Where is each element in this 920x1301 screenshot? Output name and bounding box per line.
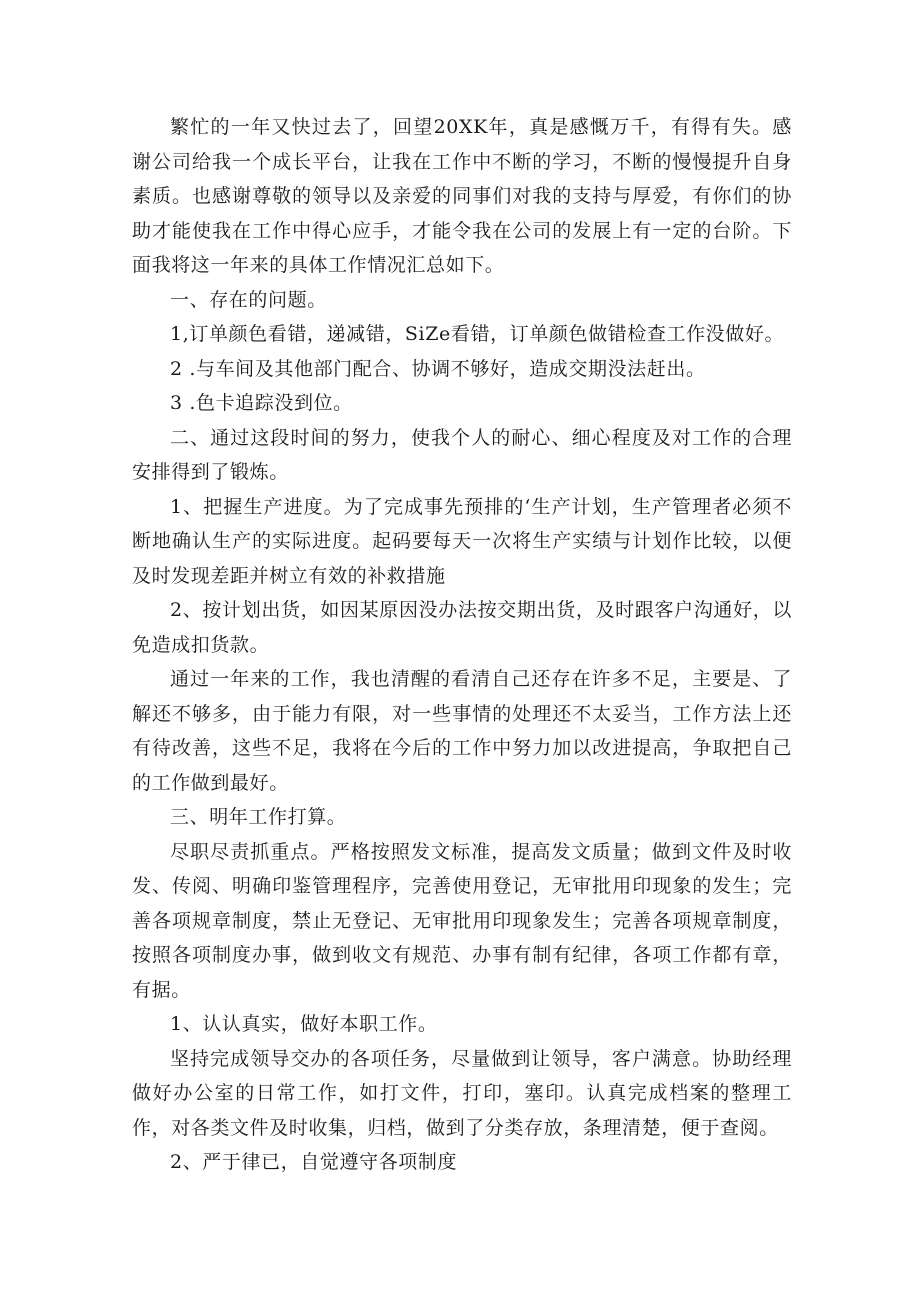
section-heading-plan: 三、明年工作打算。 (170, 806, 347, 828)
list-item: 2 .与车间及其他部门配合、协调不够好，造成交期没法赶出。 (170, 357, 706, 380)
list-item: 1,订单颜色看错，递减错，SiZe看错，订单颜色做错检查工作没做好。 (170, 323, 785, 345)
section-heading-problems: 一、存在的问题。 (170, 288, 327, 311)
intro-paragraph: 繁忙的一年又快过去了，回望20XK年，真是感慨万千，有得有失。感谢公司给我一个成长平台，让我在工作中不断的学习，不断的慢慢提升自身素质。也感谢尊敬的领导以及亲爱的同事们对我的支持与厚爱，有你们的协助才能使我在工作中得心应手，才能令我在公司的发展上有一定的台阶。下面我将这一年来的具体工作情况汇总如下。 (132, 116, 792, 276)
plan-paragraph: 尽职尽责抓重点。严格按照发文标准，提高发文质量；做到文件及时收发、传阅、明确印鉴管理程序，完善使用登记，无审批用印现象的发生；完善各项规章制度，禁止无登记、无审批用印现象发生；完善各项规章制度，按照各项制度办事，做到收文有规范、办事有制有纪律，各项工作都有章，有据。 (132, 840, 792, 1001)
list-item: 2、按计划出货，如因某原因没办法按交期出货，及时跟客户沟通好，以免造成扣货款。 (132, 599, 792, 656)
list-item: 1、认认真实，做好本职工作。 (170, 1013, 438, 1035)
list-item: 2、严于律已，自觉遵守各项制度 (170, 1151, 458, 1173)
list-item: 3 .色卡追踪没到位。 (170, 392, 353, 414)
duty-paragraph: 坚持完成领导交办的各项任务，尽量做到让领导，客户满意。协助经理做好办公室的日常工作，如打文件，打印，塞印。认真完成档案的整理工作，对各类文件及时收集，归档，做到了分类存放，条理清楚，便于查阅。 (132, 1047, 792, 1139)
document-body (132, 110, 792, 1180)
section-heading-improvement: 二、通过这段时间的努力，使我个人的耐心、细心程度及对工作的合理安排得到了锻炼。 (132, 426, 792, 483)
reflection-paragraph: 通过一年来的工作，我也清醒的看清自己还存在许多不足，主要是、了解还不够多，由于能力有限，对一些事情的处理还不太妥当，工作方法上还有待改善，这些不足，我将在今后的工作中努力加以改进提高，争取把自己的工作做到最好。 (132, 668, 792, 794)
list-item: 1、把握生产进度。为了完成事先预排的‘生产计划，生产管理者必须不断地确认生产的实际进度。起码要每天一次将生产实绩与计划作比较，以便及时发现差距并树立有效的补救措施 (132, 495, 792, 587)
